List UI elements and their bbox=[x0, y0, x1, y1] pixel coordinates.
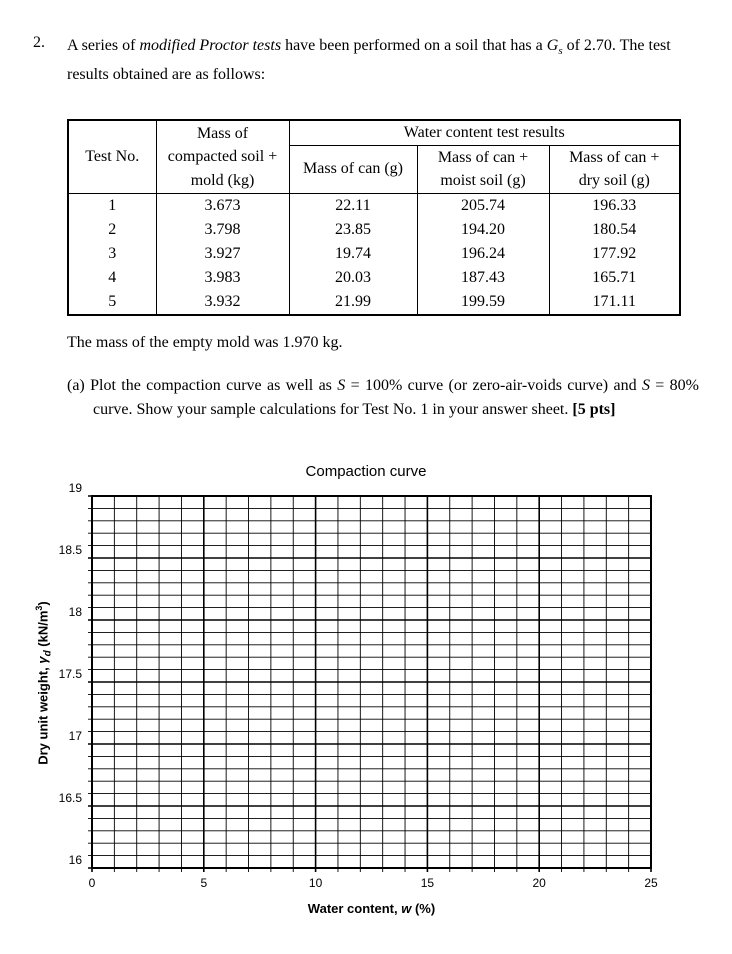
header-mass-moist: Mass of can + moist soil (g) bbox=[417, 145, 549, 193]
header-mass-mold: Mass of compacted soil + mold (kg) bbox=[156, 120, 289, 193]
chart-title: Compaction curve bbox=[305, 463, 427, 480]
y-tick-label: 18.5 bbox=[58, 543, 82, 557]
y-tick-label: 17 bbox=[68, 729, 82, 743]
x-tick-label: 25 bbox=[644, 876, 658, 890]
x-tick-label: 20 bbox=[532, 876, 546, 890]
header-test-no: Test No. bbox=[68, 120, 156, 193]
y-tick-label: 17.5 bbox=[58, 667, 82, 681]
table-row: 1 3.673 22.11 205.74 196.33 bbox=[68, 193, 680, 218]
mold-mass-note: The mass of the empty mold was 1.970 kg. bbox=[67, 334, 343, 351]
x-tick-label: 0 bbox=[88, 876, 96, 890]
y-tick-label: 19 bbox=[68, 481, 82, 495]
x-tick-label: 10 bbox=[308, 876, 323, 890]
table-row: 5 3.932 21.99 199.59 171.11 bbox=[68, 290, 680, 315]
table-row: 4 3.983 20.03 187.43 165.71 bbox=[68, 266, 680, 290]
table-row: 2 3.798 23.85 194.20 180.54 bbox=[68, 218, 680, 242]
question-number: 2. bbox=[33, 34, 45, 51]
header-mass-dry: Mass of can + dry soil (g) bbox=[549, 145, 680, 193]
x-tick-label: 15 bbox=[420, 876, 435, 890]
x-tick-label: 5 bbox=[200, 876, 208, 890]
header-water-content: Water content test results bbox=[289, 120, 680, 145]
question-intro: A series of modified Proctor tests have been performed on a soil that has a $G_s$ of 2.70. The test results obtained are as follows: bbox=[67, 37, 671, 84]
part-a-instructions: (a) Plot the compaction curve as well as S = 100% curve (or zero-air-voids curve) and S = 80% curve. Show your sample calculations for Test No. 1 in your answer sheet. [5 pts] bbox=[67, 377, 699, 418]
header-mass-can: Mass of can (g) bbox=[289, 145, 417, 193]
y-tick-label: 16 bbox=[68, 853, 82, 867]
x-axis-label: Water content, w (%) bbox=[307, 901, 436, 916]
y-tick-label: 16.5 bbox=[58, 791, 82, 805]
table-row: 3 3.927 19.74 196.24 177.92 bbox=[68, 242, 680, 266]
y-tick-label: 18 bbox=[68, 605, 82, 619]
